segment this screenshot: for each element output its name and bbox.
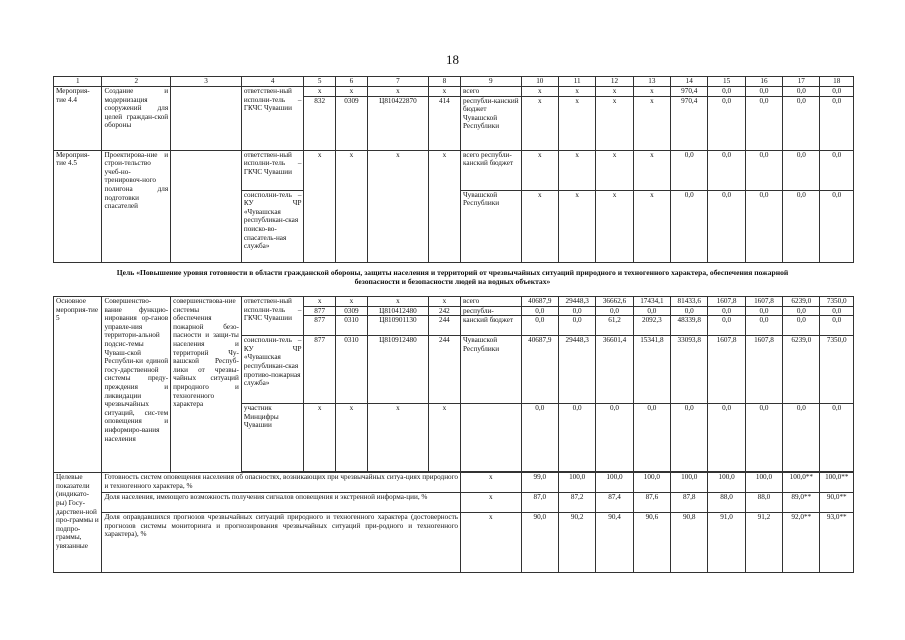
col-header: 13 — [633, 77, 670, 87]
col-header: 9 — [461, 77, 522, 87]
value-cell: 0,0 — [745, 404, 782, 472]
value-cell: x — [521, 150, 558, 190]
value-cell: 90,6 — [633, 513, 670, 573]
table-row — [54, 473, 854, 493]
value-cell: 100,0** — [820, 473, 854, 493]
source-cell — [461, 404, 522, 472]
value-cell: 29448,3 — [558, 297, 595, 307]
value-cell: 970,4 — [671, 87, 708, 97]
rzpr-cell: x — [335, 297, 367, 307]
value-cell: 0,0 — [745, 87, 782, 97]
col-header: 16 — [745, 77, 782, 87]
csr-cell: x — [368, 150, 429, 262]
vr-cell: x — [428, 404, 460, 472]
value-cell: 0,0 — [671, 404, 708, 472]
indicator-x: x — [461, 473, 522, 493]
value-cell: 0,0 — [596, 404, 633, 472]
value-cell: x — [558, 87, 595, 97]
value-cell: 40687,9 — [521, 336, 558, 404]
source-cell: Чувашской Республики — [461, 190, 522, 262]
value-cell: 1607,8 — [708, 336, 745, 404]
value-cell: 93,0** — [820, 513, 854, 573]
col-header: 14 — [671, 77, 708, 87]
value-cell: x — [633, 96, 670, 150]
value-cell: 100,0 — [671, 473, 708, 493]
value-cell: x — [633, 87, 670, 97]
value-cell: 0,0 — [783, 190, 820, 262]
value-cell: 87,8 — [671, 493, 708, 513]
value-cell: 6239,0 — [783, 297, 820, 307]
value-cell: 88,0 — [745, 493, 782, 513]
measure-result — [171, 87, 242, 151]
measure-executor: ответствен-ный исполни-тель – ГКЧС Чувашии — [241, 297, 304, 336]
value-cell: 87,0 — [521, 493, 558, 513]
indicator-x: x — [461, 513, 522, 573]
csr-cell: Ц810422870 — [368, 96, 429, 150]
source-cell: всего республи-канский бюджет — [461, 150, 522, 190]
value-cell: 0,0 — [708, 150, 745, 190]
value-cell: 90,0** — [820, 493, 854, 513]
value-cell: 7350,0 — [820, 336, 854, 404]
col-header: 11 — [558, 77, 595, 87]
value-cell: x — [596, 190, 633, 262]
table-bottom — [53, 296, 854, 573]
value-cell: 29448,3 — [558, 336, 595, 404]
page-number: 18 — [446, 52, 459, 67]
grbs-cell: x — [304, 87, 335, 97]
value-cell: x — [558, 190, 595, 262]
value-cell: x — [596, 96, 633, 150]
table-top — [53, 76, 854, 263]
rzpr-cell: 0310 — [335, 336, 367, 404]
grbs-cell: x — [304, 150, 335, 262]
value-cell: 1607,8 — [745, 297, 782, 307]
value-cell: 0,0 — [708, 96, 745, 150]
measure-label: Основное мероприя-тие 5 — [54, 297, 102, 473]
measure-participant: участник Минцифры Чувашии — [241, 404, 304, 472]
table-row — [54, 87, 854, 97]
rzpr-cell: 0309 — [335, 306, 367, 316]
value-cell: 90,0 — [521, 513, 558, 573]
value-cell: 48339,8 — [671, 316, 708, 336]
grbs-cell: x — [304, 404, 335, 472]
value-cell: x — [596, 150, 633, 190]
source-cell: канский бюджет — [461, 316, 522, 336]
targets-label: Целевые показатели (индикато-ры) Госу-дарствен-ной про-граммы и подпро-граммы, увязанные — [54, 473, 102, 573]
grbs-cell: 877 — [304, 336, 335, 404]
rzpr-cell: x — [335, 404, 367, 472]
value-cell: 0,0 — [558, 316, 595, 336]
measure-coexecutor: соисполни-тель – КУ ЧР «Чувашская республикан-ская поиско-во-спасатель-ная служба» — [241, 190, 304, 262]
value-cell: 87,2 — [558, 493, 595, 513]
value-cell: 0,0 — [783, 306, 820, 316]
csr-cell: Ц810901130 — [368, 316, 429, 336]
value-cell: 0,0 — [521, 404, 558, 472]
value-cell: 90,8 — [671, 513, 708, 573]
vr-cell: x — [428, 87, 460, 97]
value-cell: 100,0 — [596, 473, 633, 493]
value-cell: x — [521, 87, 558, 97]
value-cell: 6239,0 — [783, 336, 820, 404]
value-cell: 88,0 — [708, 493, 745, 513]
grbs-cell: 877 — [304, 306, 335, 316]
value-cell: 36601,4 — [596, 336, 633, 404]
goal-label: Цель — [116, 268, 135, 277]
value-cell: x — [633, 190, 670, 262]
measure-executor: ответствен-ный исполни-тель – ГКЧС Чувашии — [241, 150, 304, 190]
csr-cell: x — [368, 297, 429, 307]
rzpr-cell: x — [335, 150, 367, 262]
value-cell: 0,0 — [820, 96, 854, 150]
value-cell: x — [596, 87, 633, 97]
measure-result — [171, 150, 242, 262]
csr-cell: x — [368, 404, 429, 472]
value-cell: x — [558, 150, 595, 190]
value-cell: x — [558, 96, 595, 150]
indicator-text: Доля населения, имеющего возможность получения сигналов оповещения и экстренной информа-ции, % — [102, 493, 461, 513]
col-header: 5 — [304, 77, 335, 87]
value-cell: 0,0 — [633, 404, 670, 472]
col-header: 15 — [708, 77, 745, 87]
col-header: 2 — [102, 77, 171, 87]
col-header: 1 — [54, 77, 102, 87]
value-cell: 81433,6 — [671, 297, 708, 307]
value-cell: 0,0 — [633, 306, 670, 316]
value-cell: 0,0 — [820, 306, 854, 316]
value-cell: 0,0 — [783, 87, 820, 97]
value-cell: 17434,1 — [633, 297, 670, 307]
vr-cell: 244 — [428, 316, 460, 336]
vr-cell: 242 — [428, 306, 460, 316]
vr-cell: x — [428, 297, 460, 307]
goal-text: «Повышение уровня готовности в области гражданской обороны, защиты населения и территорий от чрезвычайных ситуаций природного и техногенного характера, обеспечения пожарной безопасности и безопасности людей на водных объектах» — [136, 268, 789, 286]
value-cell: 1607,8 — [745, 336, 782, 404]
value-cell: 0,0 — [745, 316, 782, 336]
value-cell: 0,0 — [745, 306, 782, 316]
value-cell: 100,0 — [745, 473, 782, 493]
value-cell: 1607,8 — [708, 297, 745, 307]
measure-name: Проектирова-ние и строи-тельство учеб-но-тренировоч-ного полигона для подготовки спасателей — [102, 150, 171, 262]
measure-label: Мероприя-тие 4.5 — [54, 150, 102, 262]
value-cell: 0,0 — [708, 316, 745, 336]
table-row — [54, 513, 854, 573]
value-cell: 0,0 — [558, 306, 595, 316]
value-cell: 0,0 — [820, 87, 854, 97]
value-cell: 91,0 — [708, 513, 745, 573]
goal-heading — [100, 268, 805, 286]
vr-cell: x — [428, 150, 460, 262]
indicator-text: Готовность систем оповещения населения об опасностях, возникающих при чрезвычайных ситуа-циях природного и техногенного характера, % — [102, 473, 461, 493]
rzpr-cell: 0310 — [335, 316, 367, 336]
value-cell: 2092,3 — [633, 316, 670, 336]
col-header: 17 — [783, 77, 820, 87]
value-cell: 0,0 — [596, 306, 633, 316]
source-cell: республи- — [461, 306, 522, 316]
value-cell: 87,4 — [596, 493, 633, 513]
table-row — [54, 493, 854, 513]
value-cell: 99,0 — [521, 473, 558, 493]
value-cell: 36662,6 — [596, 297, 633, 307]
grbs-cell: 877 — [304, 316, 335, 336]
value-cell: 0,0 — [745, 190, 782, 262]
value-cell: 100,0 — [633, 473, 670, 493]
col-header: 4 — [241, 77, 304, 87]
value-cell: 33093,8 — [671, 336, 708, 404]
value-cell: 40687,9 — [521, 297, 558, 307]
value-cell: 92,0** — [783, 513, 820, 573]
value-cell: 100,0 — [558, 473, 595, 493]
csr-cell: x — [368, 87, 429, 97]
source-cell: всего — [461, 297, 522, 307]
value-cell: 61,2 — [596, 316, 633, 336]
value-cell: 0,0 — [783, 96, 820, 150]
value-cell: 0,0 — [745, 150, 782, 190]
rzpr-cell: 0309 — [335, 96, 367, 150]
value-cell: 0,0 — [708, 87, 745, 97]
indicator-x: x — [461, 493, 522, 513]
value-cell: x — [521, 190, 558, 262]
value-cell: 100,0 — [708, 473, 745, 493]
value-cell: 87,6 — [633, 493, 670, 513]
value-cell: 0,0 — [558, 404, 595, 472]
col-header: 12 — [596, 77, 633, 87]
measure-executor: ответствен-ный исполни-тель – ГКЧС Чувашии — [241, 87, 304, 151]
value-cell: 100,0** — [783, 473, 820, 493]
value-cell: 0,0 — [671, 150, 708, 190]
measure-label: Мероприя-тие 4.4 — [54, 87, 102, 151]
value-cell: 0,0 — [708, 190, 745, 262]
measure-result: совершенствова-ние системы обеспечения пожарной безо-пасности и защи-ты населения и территорий Чу-вашской Респуб-лики от чрезвы-чайных ситуаций природного и техногенного характера — [171, 297, 242, 473]
indicator-text: Доля оправдавшихся прогнозов чрезвычайных ситуаций природного и техногенного характера (достоверность прогнозов системы мониторинга и прогнозирования чрезвычайных ситуаций при-родного и техногенного характера), % — [102, 513, 461, 573]
value-cell: 0,0 — [820, 150, 854, 190]
table-row — [54, 297, 854, 307]
col-header: 6 — [335, 77, 367, 87]
value-cell: 0,0 — [820, 190, 854, 262]
value-cell: 7350,0 — [820, 297, 854, 307]
value-cell: 90,4 — [596, 513, 633, 573]
col-header: 18 — [820, 77, 854, 87]
value-cell: x — [521, 96, 558, 150]
value-cell: 0,0 — [820, 404, 854, 472]
source-cell: республи-канский бюджет Чувашской Республики — [461, 96, 522, 150]
vr-cell: 244 — [428, 336, 460, 404]
csr-cell: Ц810912480 — [368, 336, 429, 404]
header-row — [54, 77, 854, 87]
value-cell: 0,0 — [708, 306, 745, 316]
csr-cell: Ц810412480 — [368, 306, 429, 316]
col-header: 3 — [171, 77, 242, 87]
value-cell: 91,2 — [745, 513, 782, 573]
measure-coexecutor: соисполни-тель – КУ ЧР «Чувашская республикан-ская противо-пожарная служба» — [241, 336, 304, 404]
rzpr-cell: x — [335, 87, 367, 97]
value-cell: 90,2 — [558, 513, 595, 573]
value-cell: 0,0 — [708, 404, 745, 472]
value-cell: 0,0 — [783, 150, 820, 190]
vr-cell: 414 — [428, 96, 460, 150]
value-cell: 0,0 — [783, 404, 820, 472]
source-cell: всего — [461, 87, 522, 97]
measure-name: Создание и модернизация сооружений для целей граждан-ской обороны — [102, 87, 171, 151]
value-cell: x — [633, 150, 670, 190]
value-cell: 0,0 — [521, 316, 558, 336]
value-cell: 0,0 — [671, 190, 708, 262]
value-cell: 970,4 — [671, 96, 708, 150]
grbs-cell: 832 — [304, 96, 335, 150]
table-row — [54, 150, 854, 190]
grbs-cell: x — [304, 297, 335, 307]
source-cell: Чувашской Республики — [461, 336, 522, 404]
value-cell: 0,0 — [521, 306, 558, 316]
col-header: 10 — [521, 77, 558, 87]
measure-name: Совершенство-вание функцио-нирования ор-ганов управле-ния территори-альной подсис-темы Чуваш-ской Республи-ки единой госу-дарственной системы преду-преждения и ликвидации чрезвычайных ситуаций, сис-тем оповещения и информиро-вания населения — [102, 297, 171, 473]
value-cell: 15341,8 — [633, 336, 670, 404]
value-cell: 89,0** — [783, 493, 820, 513]
col-header: 8 — [428, 77, 460, 87]
value-cell: 0,0 — [671, 306, 708, 316]
value-cell: 0,0 — [783, 316, 820, 336]
value-cell: 0,0 — [820, 316, 854, 336]
col-header: 7 — [368, 77, 429, 87]
value-cell: 0,0 — [745, 96, 782, 150]
